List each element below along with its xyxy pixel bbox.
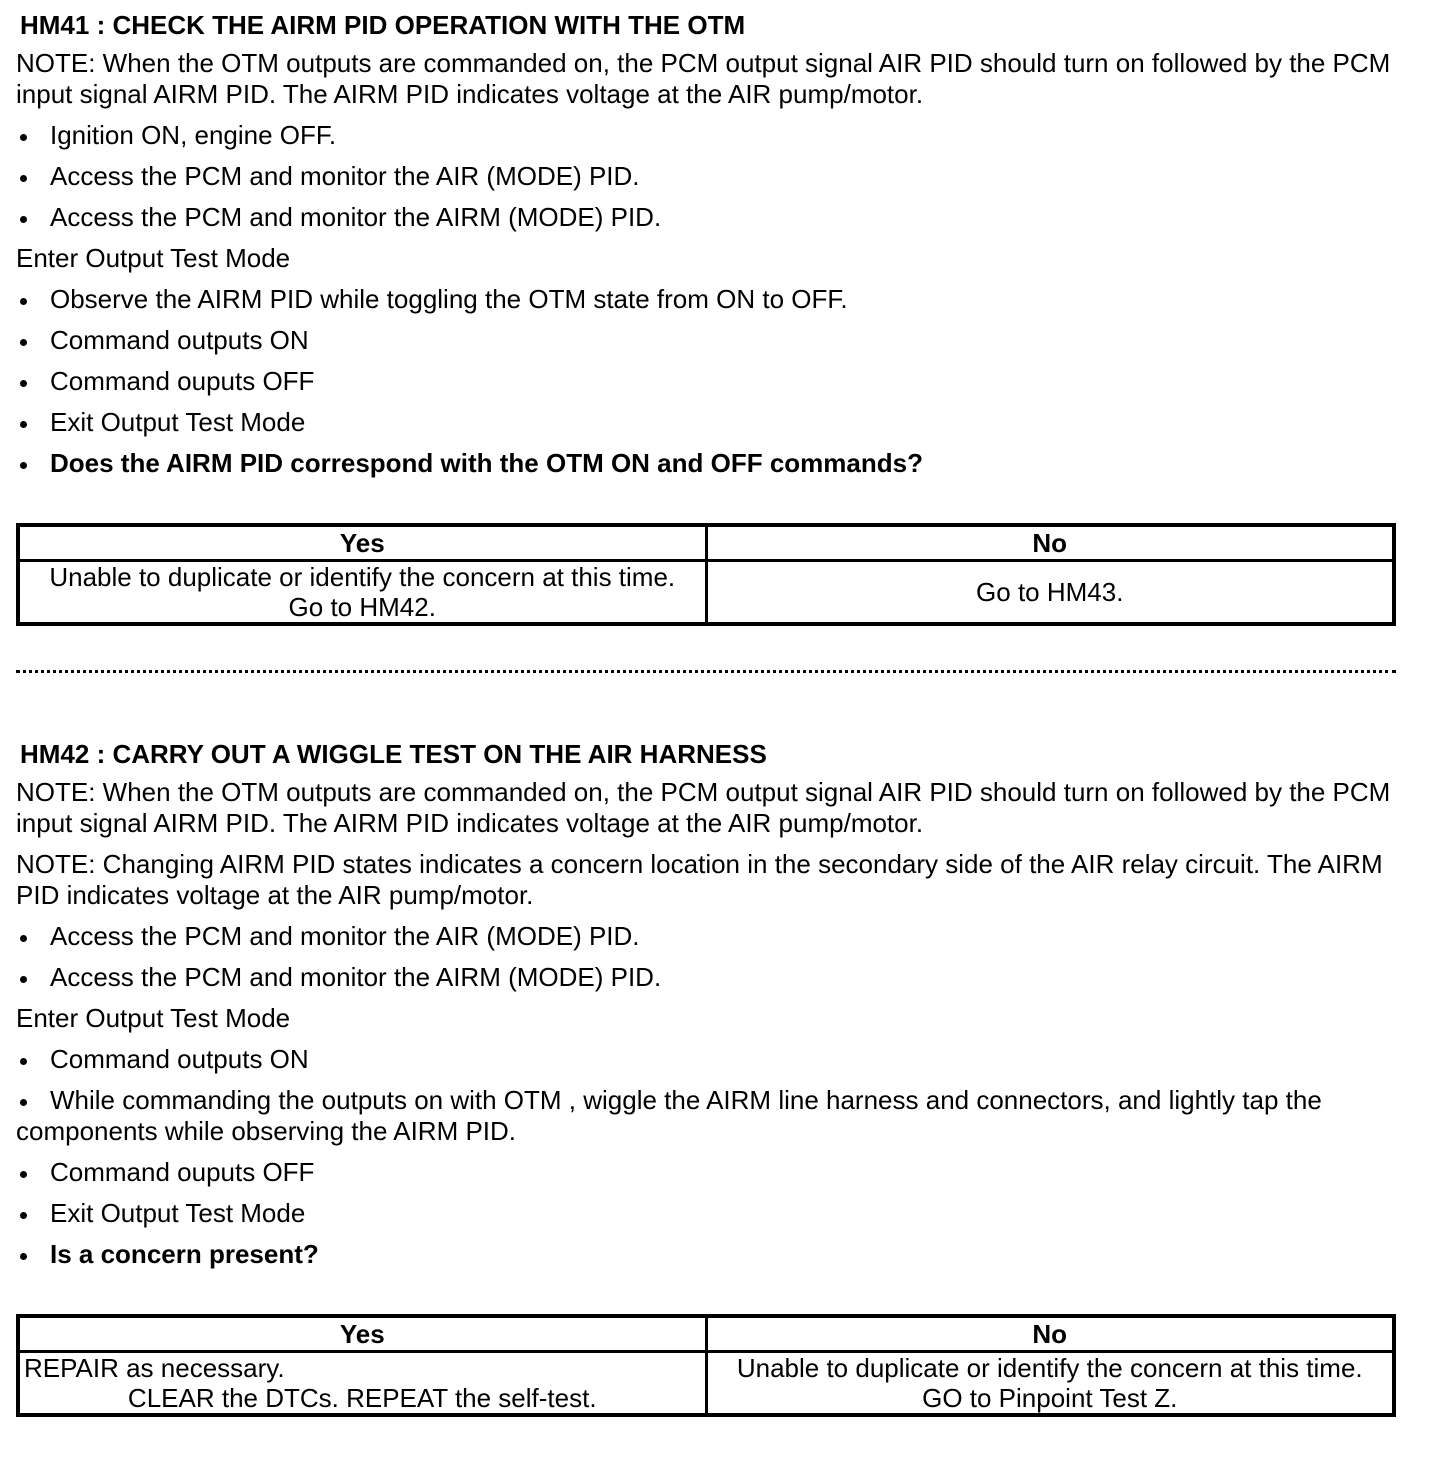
bullet-item: Exit Output Test Mode	[16, 1198, 1396, 1229]
yes-cell	[18, 561, 706, 625]
bullet-item: Command outputs ON	[16, 325, 1396, 356]
no-header: No	[706, 1316, 1394, 1352]
yes-cell-line: Unable to duplicate or identify the concern at this time.	[49, 562, 676, 592]
yes-cell	[18, 1352, 706, 1416]
bullet-item: Ignition ON, engine OFF.	[16, 120, 1396, 151]
bullet-item: Access the PCM and monitor the AIRM (MODE) PID.	[16, 202, 1396, 233]
question-bullet: Does the AIRM PID correspond with the OTM ON and OFF commands?	[16, 448, 1396, 479]
yes-cell-line: REPAIR as necessary.	[24, 1353, 285, 1383]
no-cell-line: Unable to duplicate or identify the concern at this time.	[736, 1353, 1363, 1383]
section-title: HM42 : CARRY OUT A WIGGLE TEST ON THE AIR HARNESS	[20, 739, 767, 769]
document-page	[16, 0, 1396, 1417]
note-paragraph: NOTE: When the OTM outputs are commanded on, the PCM output signal AIR PID should turn on followed by the PCM input signal AIRM PID. The AIRM PID indicates voltage at the AIR pump/motor.	[16, 48, 1391, 109]
section-hm41	[16, 10, 1396, 626]
subheading: Enter Output Test Mode	[16, 1003, 291, 1033]
subheading: Enter Output Test Mode	[16, 243, 291, 273]
bullet-item: Access the PCM and monitor the AIR (MODE) PID.	[16, 921, 1396, 952]
yes-cell-line: CLEAR the DTCs. REPEAT the self-test.	[127, 1383, 597, 1413]
yes-header: Yes	[18, 525, 706, 561]
bullet-item: Command ouputs OFF	[16, 366, 1396, 397]
section-hm42	[16, 739, 1396, 1417]
bullet-item: Observe the AIRM PID while toggling the OTM state from ON to OFF.	[16, 284, 1396, 315]
section-divider	[16, 670, 1396, 673]
table-row	[18, 561, 1394, 625]
table-row	[18, 1352, 1394, 1416]
no-header: No	[706, 525, 1394, 561]
bullet-item: Access the PCM and monitor the AIR (MODE) PID.	[16, 161, 1396, 192]
note-paragraph: NOTE: When the OTM outputs are commanded on, the PCM output signal AIR PID should turn on followed by the PCM input signal AIRM PID. The AIRM PID indicates voltage at the AIR pump/motor.	[16, 777, 1391, 838]
bullet-item: Command ouputs OFF	[16, 1157, 1396, 1188]
yes-cell-line: Go to HM42.	[288, 592, 436, 622]
bullet-item: While commanding the outputs on with OTM , wiggle the AIRM line harness and connectors, and lightly tap the components while observing the AIRM PID.	[16, 1085, 1396, 1147]
no-cell: Go to HM43.	[706, 561, 1394, 625]
table-header-row	[18, 525, 1394, 561]
no-cell	[706, 1352, 1394, 1416]
question-bullet: Is a concern present?	[16, 1239, 1396, 1270]
table-header-row	[18, 1316, 1394, 1352]
bullet-item: Exit Output Test Mode	[16, 407, 1396, 438]
yes-no-table	[16, 523, 1396, 626]
bullet-item: Command outputs ON	[16, 1044, 1396, 1075]
note-paragraph: NOTE: Changing AIRM PID states indicates a concern location in the secondary side of the AIR relay circuit. The AIRM PID indicates voltage at the AIR pump/motor.	[16, 849, 1383, 910]
no-cell-line: GO to Pinpoint Test Z.	[922, 1383, 1178, 1413]
yes-header: Yes	[18, 1316, 706, 1352]
yes-no-table	[16, 1314, 1396, 1417]
bullet-item: Access the PCM and monitor the AIRM (MODE) PID.	[16, 962, 1396, 993]
section-title: HM41 : CHECK THE AIRM PID OPERATION WITH THE OTM	[20, 10, 746, 40]
